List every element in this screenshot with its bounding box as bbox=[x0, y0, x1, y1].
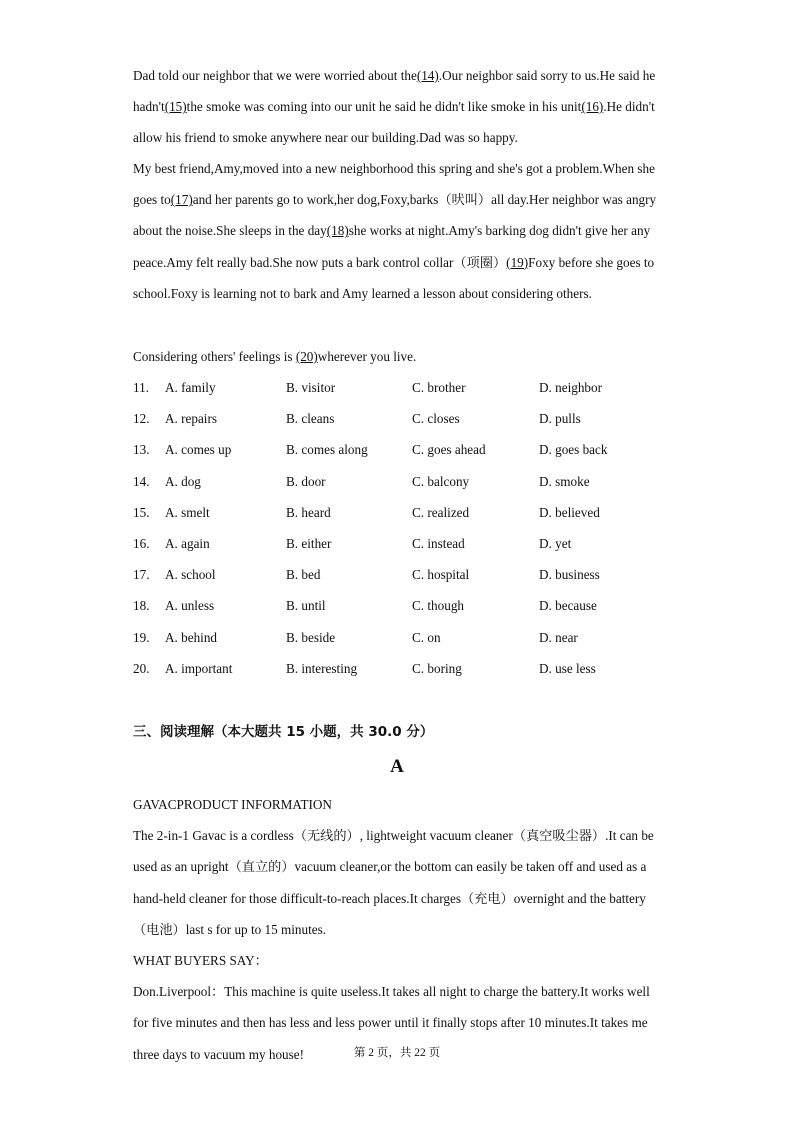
option-a: A. unless bbox=[165, 598, 215, 614]
question-number: 19. bbox=[133, 629, 150, 645]
option-b: B. interesting bbox=[286, 660, 358, 676]
question-number: 12. bbox=[133, 411, 150, 427]
option-d: D. goes back bbox=[539, 442, 608, 458]
passage-label: A bbox=[390, 756, 404, 777]
question-number: 13. bbox=[133, 442, 150, 458]
option-c: C. though bbox=[412, 598, 465, 614]
option-a: A. comes up bbox=[165, 442, 232, 458]
question-number: 17. bbox=[133, 567, 150, 583]
product-heading: GAVACPRODUCT INFORMATION bbox=[133, 797, 332, 812]
option-d: D. yet bbox=[539, 535, 572, 551]
question-number: 16. bbox=[133, 535, 150, 551]
question-number: 18. bbox=[133, 598, 150, 614]
option-a: A. family bbox=[165, 380, 216, 395]
option-b: B. until bbox=[286, 598, 326, 614]
option-c: C. on bbox=[412, 629, 441, 645]
option-b: B. comes along bbox=[286, 442, 368, 458]
question-row bbox=[133, 403, 673, 434]
question-row bbox=[133, 372, 673, 403]
question-number: 15. bbox=[133, 504, 150, 520]
option-a: A. repairs bbox=[165, 411, 217, 427]
option-b: B. heard bbox=[286, 504, 331, 520]
product-info-paragraph: The 2-in-1 Gavac is a cordless（无线的）, lightweight vacuum cleaner（真空吸尘器）.It can be used as an upright（直立的）vacuum cleaner,or the bottom can easily be taken off and used as a hand-held cleaner for those difficult-to-reach places.It charges（充电）overnight and the battery（电池）last s for up to 15 minutes. bbox=[133, 828, 654, 937]
option-d: D. use less bbox=[539, 660, 596, 676]
cloze-paragraph-3: Considering others' feelings is (20)wherever you live. bbox=[133, 349, 417, 364]
option-d: D. believed bbox=[539, 504, 600, 520]
option-c: C. realized bbox=[412, 504, 470, 520]
option-b: B. door bbox=[286, 473, 326, 489]
option-a: A. dog bbox=[165, 473, 201, 489]
buyer-review: Don.Liverpool：This machine is quite useless.It takes all night to charge the battery.It works well for five minutes and then has less and less power until it finally stops after 10 minutes.It takes me three days to vacuum my house! bbox=[133, 984, 650, 1062]
blank-15: (15) bbox=[164, 99, 187, 115]
section-heading: 三、阅读理解（本大题共 15 小题，共 30.0 分） bbox=[133, 724, 434, 740]
blank-16: (16) bbox=[581, 99, 604, 115]
option-a: A. school bbox=[165, 567, 216, 583]
option-a: A. behind bbox=[165, 629, 218, 645]
option-c: C. hospital bbox=[412, 567, 470, 583]
option-b: B. cleans bbox=[286, 411, 335, 427]
question-number: 11. bbox=[133, 380, 149, 395]
question-number: 14. bbox=[133, 473, 150, 489]
option-a: A. important bbox=[165, 660, 233, 676]
cloze-paragraph-1: Dad told our neighbor that we were worried about the(14).Our neighbor said sorry to us.He said he hadn't(15)the smoke was coming into our unit he said he didn't like smoke in his unit(16).He didn't allow his friend to smoke anywhere near our building.Dad was so happy. bbox=[133, 68, 656, 146]
question-row bbox=[133, 497, 673, 528]
question-row bbox=[133, 559, 673, 590]
option-c: C. instead bbox=[412, 535, 465, 551]
option-c: C. boring bbox=[412, 660, 462, 676]
question-row bbox=[133, 653, 673, 684]
blank-17: (17) bbox=[170, 192, 193, 208]
question-row bbox=[133, 528, 673, 559]
question-row bbox=[133, 622, 673, 653]
option-a: A. again bbox=[165, 535, 210, 551]
option-c: C. balcony bbox=[412, 473, 470, 489]
option-d: D. smoke bbox=[539, 473, 590, 489]
option-a: A. smelt bbox=[165, 504, 210, 520]
option-d: D. pulls bbox=[539, 411, 581, 427]
option-c: C. goes ahead bbox=[412, 442, 486, 458]
blank-20: (20) bbox=[295, 349, 318, 364]
option-b: B. beside bbox=[286, 629, 336, 645]
option-c: C. closes bbox=[412, 411, 460, 427]
passage-a-body bbox=[133, 789, 663, 1070]
question-row bbox=[133, 466, 673, 497]
option-d: D. because bbox=[539, 598, 597, 614]
option-c: C. brother bbox=[412, 380, 466, 395]
blank-14: (14) bbox=[416, 68, 439, 83]
option-b: B. either bbox=[286, 535, 332, 551]
option-d: D. neighbor bbox=[539, 380, 602, 395]
buyers-heading: WHAT BUYERS SAY： bbox=[133, 953, 268, 969]
option-d: D. business bbox=[539, 567, 600, 583]
blank-19: (19) bbox=[506, 254, 529, 270]
option-b: B. visitor bbox=[286, 380, 336, 395]
option-d: D. near bbox=[539, 629, 578, 645]
question-row bbox=[133, 590, 673, 621]
option-b: B. bed bbox=[286, 567, 321, 583]
blank-18: (18) bbox=[326, 223, 349, 239]
answer-options bbox=[133, 372, 673, 684]
cloze-paragraph-2: My best friend,Amy,moved into a new neighborhood this spring and she's got a problem.When she goes to(17)and her parents go to work,her dog,Foxy,barks（吠叫）all day.Her neighbor was angry about the noise.She sleeps in the day(18)she works at night.Amy's barking dog didn't give her any peace.Amy felt really bad.She now puts a bark control collar（项圈）(19)Foxy before she goes to school.Foxy is learning not to bark and Amy learned a lesson about considering others. bbox=[133, 161, 657, 301]
question-number: 20. bbox=[133, 660, 150, 676]
page-footer: 第 2 页，共 22 页 bbox=[353, 1047, 441, 1059]
question-row bbox=[133, 434, 673, 465]
